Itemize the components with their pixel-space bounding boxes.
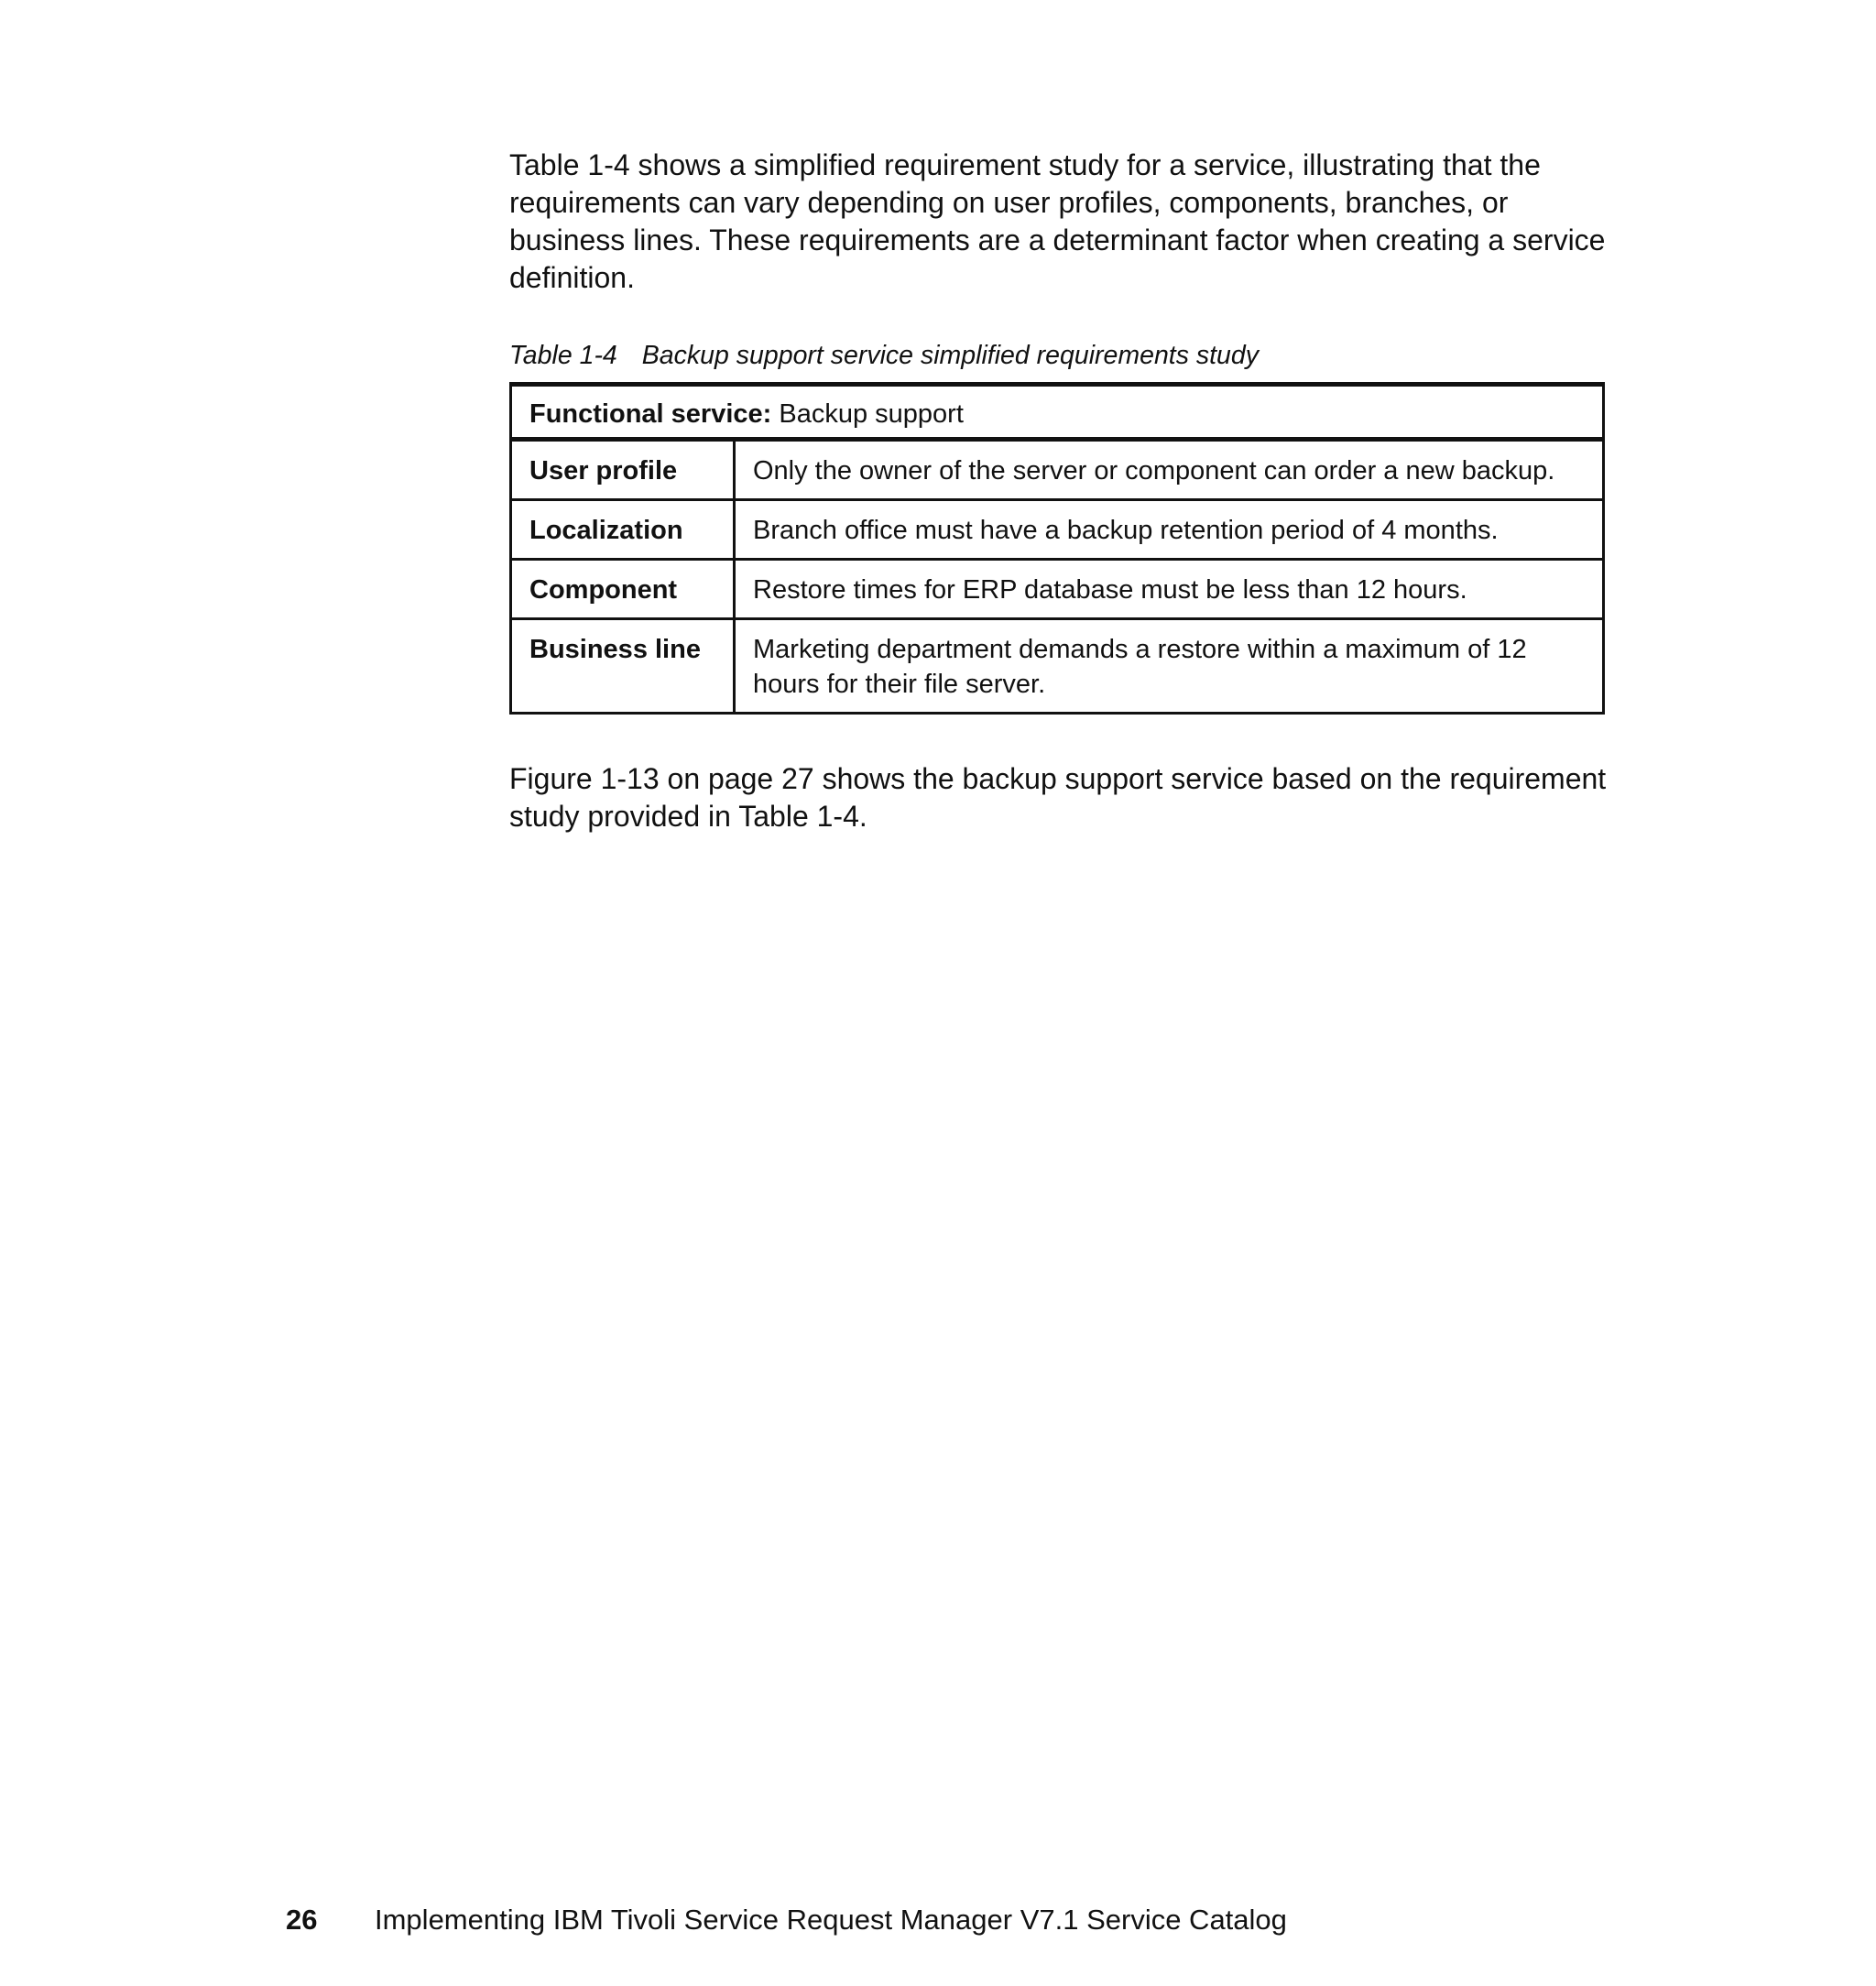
- book-title: Implementing IBM Tivoli Service Request Manager V7.1 Service Catalog: [375, 1904, 1287, 1936]
- closing-paragraph: Figure 1-13 on page 27 shows the backup support service based on the requirement study provided in Table 1-4.: [509, 762, 1607, 833]
- row-label-user-profile: User profile: [511, 440, 735, 500]
- table-row: [511, 560, 1604, 619]
- row-value-user-profile: Only the owner of the server or component can order a new backup.: [735, 440, 1604, 500]
- page-footer: [286, 1904, 1287, 1937]
- table-header-cell: [511, 385, 1604, 440]
- page-number: 26: [286, 1904, 318, 1936]
- table-caption-title: Backup support service simplified requirements study: [641, 341, 1260, 370]
- row-value-localization: Branch office must have a backup retention period of 4 months.: [735, 500, 1604, 560]
- requirements-table: [509, 382, 1605, 715]
- table-row: [511, 619, 1604, 714]
- table-row: [511, 500, 1604, 560]
- page-content: [509, 147, 1609, 835]
- row-label-business-line: Business line: [511, 619, 735, 714]
- row-value-component: Restore times for ERP database must be less than 12 hours.: [735, 560, 1604, 619]
- intro-paragraph: Table 1-4 shows a simplified requirement study for a service, illustrating that the requirements can vary depending on user profiles, components, branches, or business lines. These requirements are a determinant factor when creating a service definition.: [509, 148, 1606, 294]
- row-label-component: Component: [511, 560, 735, 619]
- table-row: [511, 440, 1604, 500]
- table-header-row: [511, 385, 1604, 440]
- table-caption-number: Table 1-4: [509, 341, 617, 370]
- table-caption: [509, 340, 1609, 371]
- row-value-business-line: Marketing department demands a restore within a maximum of 12 hours for their file server.: [735, 619, 1604, 714]
- functional-service-label: Functional service:: [529, 399, 772, 429]
- functional-service-value: Backup support: [779, 399, 964, 429]
- row-label-localization: Localization: [511, 500, 735, 560]
